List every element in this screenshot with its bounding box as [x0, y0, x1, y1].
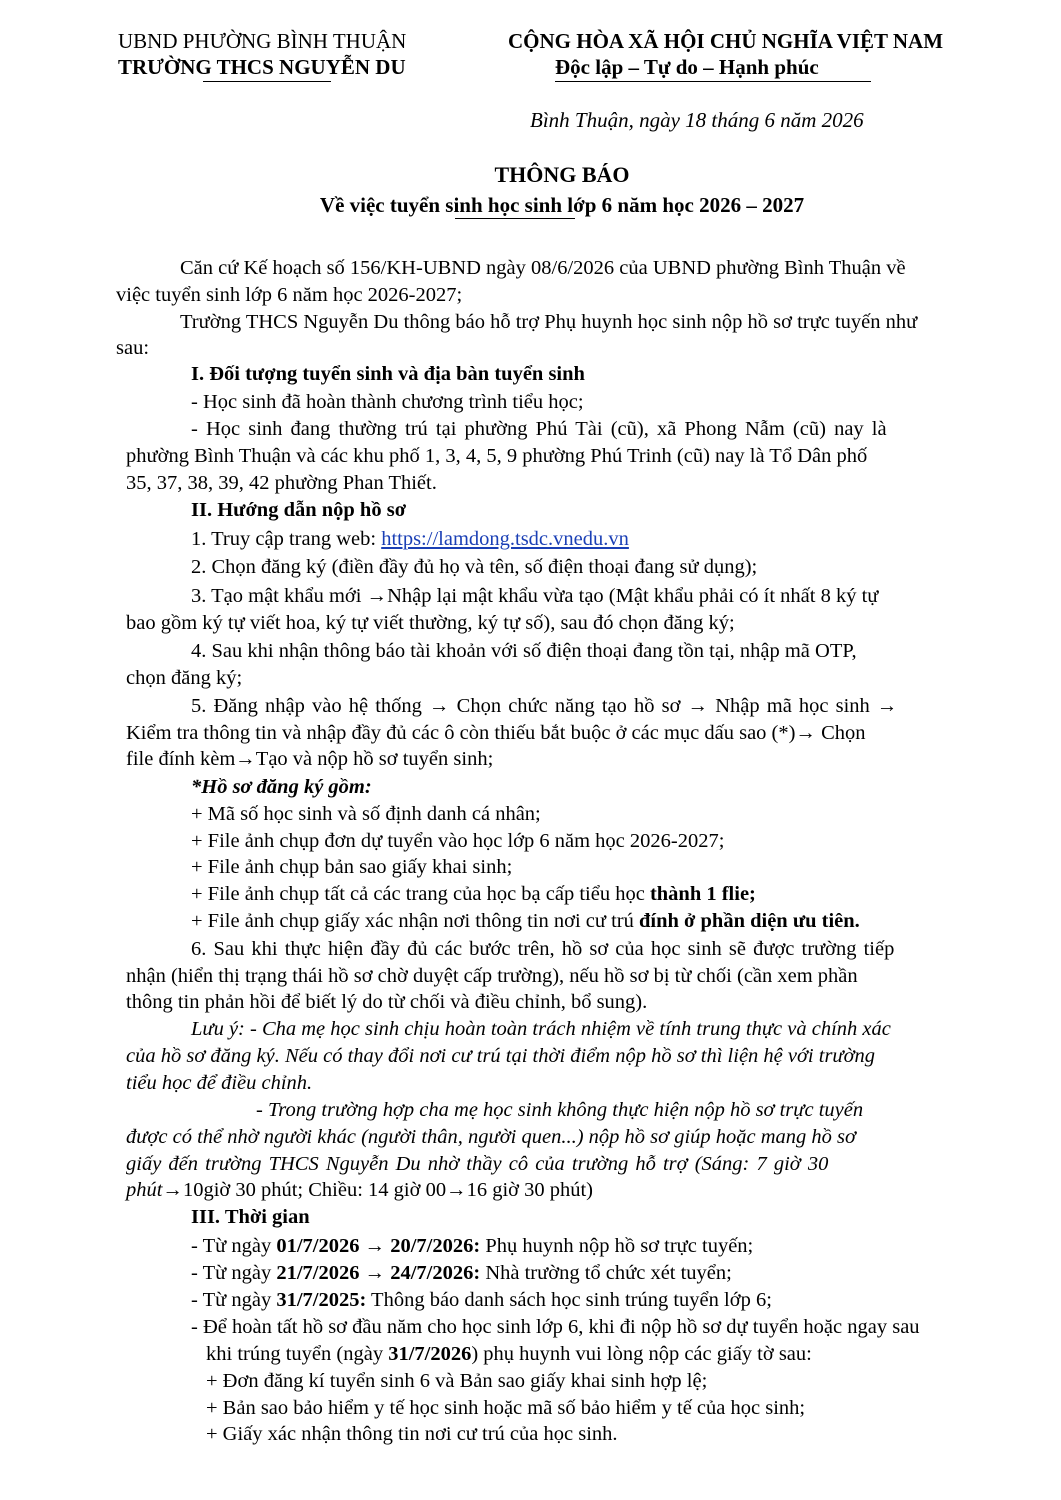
timeline-item-4-line1: - Để hoàn tất hồ sơ đầu năm cho học sinh lớp 6, khi đi nộp hồ sơ dự tuyển hoặc ngay sau [191, 1316, 920, 1338]
section1-item1: - Học sinh đã hoàn thành chương trình tiểu học; [191, 391, 584, 413]
step6-line1: 6. Sau khi thực hiện đầy đủ các bước trên, hồ sơ của học sinh sẽ được trường tiếp [191, 938, 895, 960]
timeline-2-text: Nhà trường tổ chức xét tuyển; [480, 1262, 732, 1284]
note1-line1: Lưu ý: - Cha mẹ học sinh chịu hoàn toàn trách nhiệm về tính trung thực và chính xác [191, 1018, 891, 1040]
section1-item2-line2: phường Bình Thuận và các khu phố 1, 3, 4, 5, 9 phường Phú Trinh (cũ) nay là Tổ Dân phố [126, 445, 868, 467]
registration-link[interactable]: https://lamdong.tsdc.vnedu.vn [381, 528, 629, 550]
page-title: THÔNG BÁO [494, 162, 630, 187]
paper-item-1: + Đơn đăng kí tuyển sinh 6 và Bản sao giấy khai sinh hợp lệ; [206, 1370, 708, 1392]
note2-line4-text: →10giờ 30 phút; Chiều: 14 giờ 00→16 giờ 30 phút) [162, 1179, 594, 1201]
step6-line2: nhận (hiển thị trạng thái hồ sơ chờ duyệt cấp trường), nếu hồ sơ bị từ chối (cần xem phần [126, 965, 858, 987]
note2-line4 [126, 1177, 593, 1204]
step3-line1: 3. Tạo mật khẩu mới →Nhập lại mật khẩu vừa tạo (Mật khẩu phải có ít nhất 8 ký tự [191, 585, 879, 607]
step4-line2: chọn đăng ký; [126, 667, 243, 689]
timeline-4-text: ) phụ huynh vui lòng nộp các giấy tờ sau: [471, 1343, 812, 1365]
doc-item-5-text: + File ảnh chụp giấy xác nhận nơi thông tin nơi cư trú [191, 910, 640, 932]
timeline-2-prefix: - Từ ngày [191, 1262, 277, 1284]
doc-item-3: + File ảnh chụp bản sao giấy khai sinh; [191, 856, 513, 878]
timeline-4-date: 31/7/2026 [388, 1343, 472, 1365]
doc-item-4-emphasis: thành 1 flie; [649, 883, 756, 905]
note2-line1: - Trong trường hợp cha mẹ học sinh không thực hiện nộp hồ sơ trực tuyến [256, 1099, 864, 1121]
section1-item2-line3: 35, 37, 38, 39, 42 phường Phan Thiết. [126, 472, 437, 494]
paper-item-3: + Giấy xác nhận thông tin nơi cư trú của học sinh. [206, 1423, 618, 1445]
doc-item-5-emphasis: đính ở phần diện ưu tiên. [639, 910, 860, 932]
national-motto: Độc lập – Tự do – Hạnh phúc [555, 55, 819, 79]
section2-heading: II. Hướng dẫn nộp hồ sơ [191, 499, 407, 521]
section1-item2-line1: - Học sinh đang thường trú tại phường Phú Tài (cũ), xã Phong Nẫm (cũ) nay là [191, 418, 887, 440]
step4-line1: 4. Sau khi nhận thông báo tài khoản với số điện thoại đang tồn tại, nhập mã OTP, [191, 640, 857, 662]
intro-p2-line1: Trường THCS Nguyễn Du thông báo hỗ trợ Phụ huynh học sinh nộp hồ sơ trực tuyến như [180, 311, 918, 333]
timeline-3-text: Thông báo danh sách học sinh trúng tuyển lớp 6; [366, 1289, 772, 1311]
note1-line3: tiểu học để điều chỉnh. [126, 1072, 313, 1094]
section1-heading: I. Đối tượng tuyển sinh và địa bàn tuyển sinh [191, 363, 585, 385]
timeline-1-dates: 01/7/2026 → 20/7/2026: [276, 1235, 481, 1257]
intro-p1-line2: việc tuyển sinh lớp 6 năm học 2026-2027; [116, 284, 463, 306]
step5-line1: 5. Đăng nhập vào hệ thống → Chọn chức năng tạo hồ sơ → Nhập mã học sinh → [191, 695, 898, 717]
national-title: CỘNG HÒA XÃ HỘI CHỦ NGHĨA VIỆT NAM [508, 29, 944, 53]
section3-heading: III. Thời gian [191, 1206, 310, 1228]
doc-item-4-text: + File ảnh chụp tất cả các trang của học bạ cấp tiểu học [191, 883, 650, 905]
step5-line2: Kiểm tra thông tin và nhập đầy đủ các ô còn thiếu bắt buộc ở các mục dấu sao (*)→ Chọn [126, 722, 866, 744]
timeline-1-text: Phụ huynh nộp hồ sơ trực tuyến; [480, 1235, 754, 1257]
paper-item-2: + Bản sao bảo hiểm y tế học sinh hoặc mã số bảo hiểm y tế của học sinh; [206, 1397, 806, 1419]
timeline-item-4-line2 [206, 1341, 812, 1368]
timeline-1-prefix: - Từ ngày [191, 1235, 277, 1257]
step5-line3: file đính kèm→Tạo và nộp hồ sơ tuyển sinh; [126, 748, 494, 770]
doc-item-2: + File ảnh chụp đơn dự tuyển vào học lớp 6 năm học 2026-2027; [191, 830, 725, 852]
docs-heading: *Hồ sơ đăng ký gồm: [191, 776, 372, 798]
intro-p2-line2: sau: [116, 337, 150, 359]
school-name: TRƯỜNG THCS NGUYỄN DU [118, 55, 406, 79]
note2-line4-italic: phút [126, 1179, 163, 1201]
note2-line2: được có thể nhờ người khác (người thân, người quen...) nộp hồ sơ giúp hoặc mang hồ sơ [126, 1126, 856, 1148]
timeline-3-prefix: - Từ ngày [191, 1289, 277, 1311]
step1 [191, 526, 629, 553]
step6-line3: thông tin phản hồi để biết lý do từ chối và điều chỉnh, bổ sung). [126, 991, 648, 1013]
page-subtitle: Về việc tuyển sinh học sinh lớp 6 năm học 2026 – 2027 [319, 193, 805, 217]
date-line: Bình Thuận, ngày 18 tháng 6 năm 2026 [530, 108, 864, 132]
step3-line2: bao gồm ký tự viết hoa, ký tự viết thường, ký tự số), sau đó chọn đăng ký; [126, 612, 735, 634]
motto-underline [555, 81, 871, 82]
timeline-4-prefix: khi trúng tuyển (ngày [206, 1343, 389, 1365]
doc-item-1: + Mã số học sinh và số định danh cá nhân; [191, 803, 541, 825]
step2: 2. Chọn đăng ký (điền đầy đủ họ và tên, số điện thoại đang sử dụng); [191, 556, 758, 578]
timeline-item-1 [191, 1233, 753, 1260]
note2-line3: giấy đến trường THCS Nguyễn Du nhờ thầy cô của trường hỗ trợ (Sáng: 7 giờ 30 [126, 1153, 829, 1175]
timeline-2-dates: 21/7/2026 → 24/7/2026: [276, 1262, 481, 1284]
school-name-underline [203, 81, 331, 82]
doc-item-5 [191, 908, 860, 935]
timeline-item-3 [191, 1287, 772, 1314]
subtitle-underline [455, 218, 575, 219]
step1-label: 1. Truy cập trang web: [191, 528, 382, 550]
doc-item-4 [191, 881, 756, 908]
timeline-3-dates: 31/7/2025: [276, 1289, 367, 1311]
timeline-item-2 [191, 1260, 732, 1287]
issuing-authority: UBND PHƯỜNG BÌNH THUẬN [118, 29, 407, 53]
intro-p1-line1: Căn cứ Kế hoạch số 156/KH-UBND ngày 08/6/2026 của UBND phường Bình Thuận về [180, 257, 906, 279]
note1-line2: của hồ sơ đăng ký. Nếu có thay đổi nơi cư trú tại thời điểm nộp hồ sơ thì liện hệ với trường [126, 1045, 876, 1067]
